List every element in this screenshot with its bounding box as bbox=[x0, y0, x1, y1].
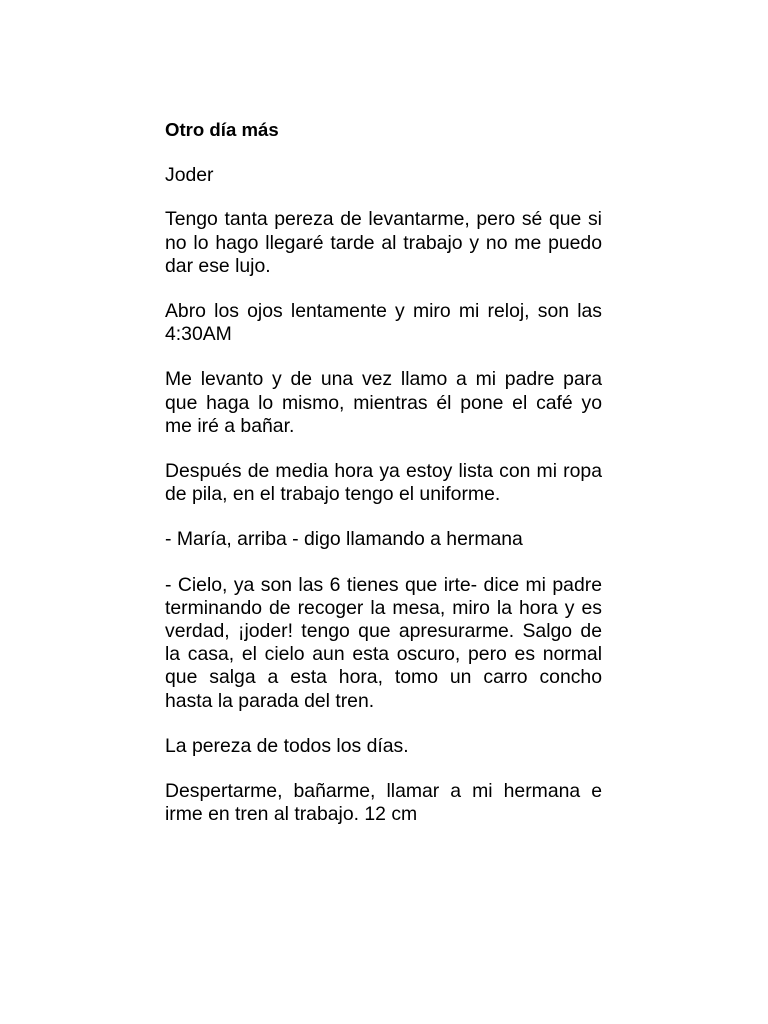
document-body bbox=[165, 118, 602, 826]
document-title: Otro día más bbox=[165, 119, 279, 140]
paragraph: Después de media hora ya estoy lista con mi ropa de pila, en el trabajo tengo el uniforme. bbox=[165, 460, 602, 506]
paragraph: Abro los ojos lentamente y miro mi reloj, son las 4:30AM bbox=[165, 300, 602, 346]
paragraph: Joder bbox=[165, 164, 214, 187]
paragraph: Tengo tanta pereza de levantarme, pero sé que si no lo hago llegaré tarde al trabajo y no me puedo dar ese lujo. bbox=[165, 208, 602, 277]
paragraph: - Cielo, ya son las 6 tienes que irte- dice mi padre terminando de recoger la mesa, miro la hora y es verdad, ¡joder! tengo que apresurarme. Salgo de la casa, el cielo aun esta oscuro, pero es normal que salga a esta hora, tomo un carro concho hasta la parada del tren. bbox=[165, 573, 602, 712]
paragraph: Despertarme, bañarme, llamar a mi hermana e irme en tren al trabajo. 12 cm bbox=[165, 780, 602, 826]
paragraph: La pereza de todos los días. bbox=[165, 734, 409, 757]
paragraph: Me levanto y de una vez llamo a mi padre para que haga lo mismo, mientras él pone el café yo me iré a bañar. bbox=[165, 368, 602, 437]
paragraph: - María, arriba - digo llamando a hermana bbox=[165, 528, 523, 551]
